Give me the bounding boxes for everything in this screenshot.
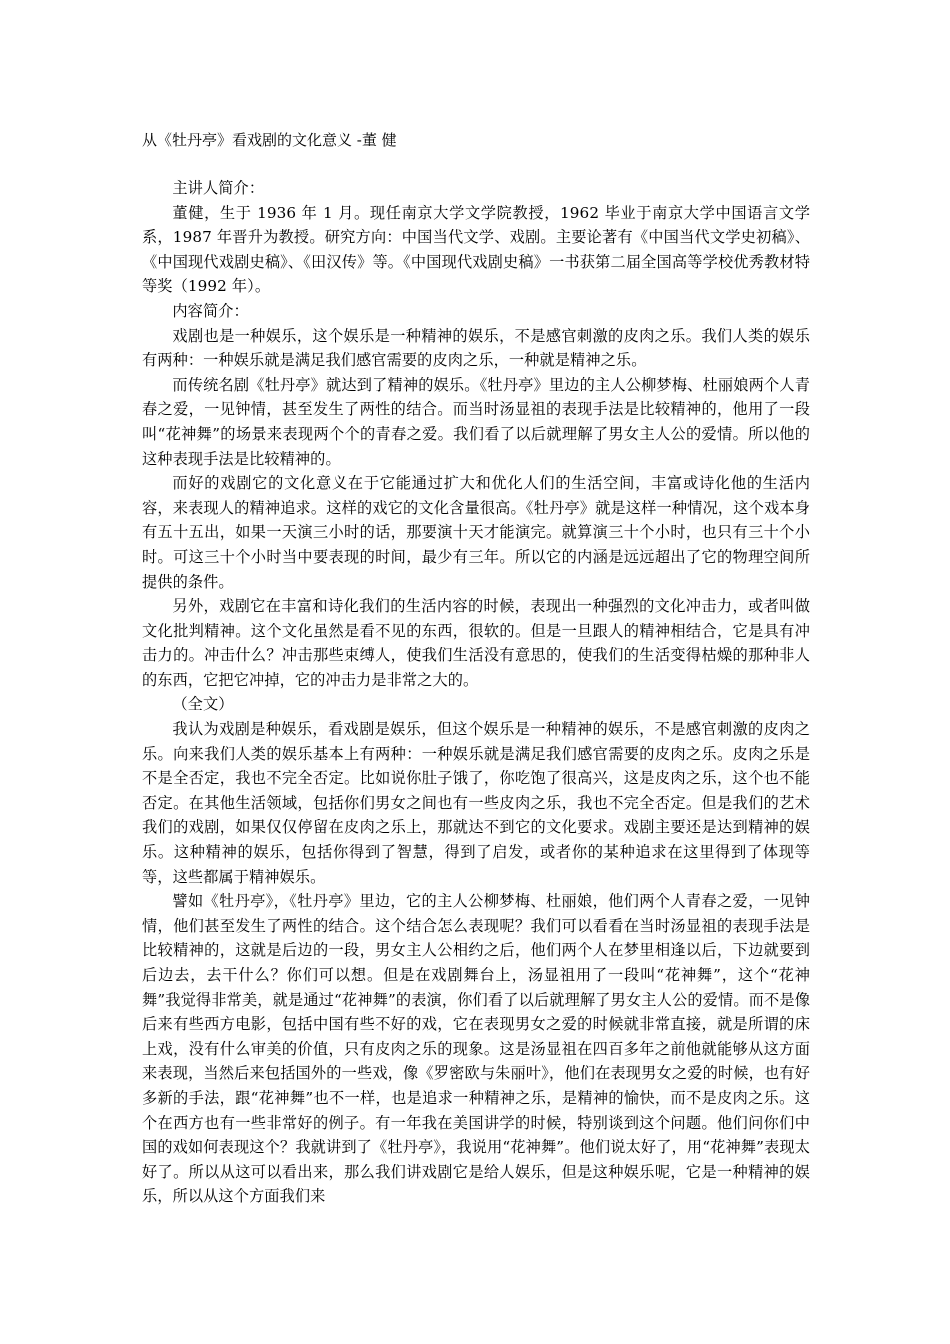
summary-paragraph: 戏剧也是一种娱乐，这个娱乐是一种精神的娱乐，不是感官刺激的皮肉之乐。我们人类的娱乐有两种：一种娱乐就是满足我们感官需要的皮肉之乐，一种就是精神之乐。 — [142, 326, 810, 370]
summary-paragraph: 另外，戏剧它在丰富和诗化我们的生活内容的时候，表现出一种强烈的文化冲击力，或者叫做文化批判精神。这个文化虽然是看不见的东西，很软的。但是一旦跟人的精神相结合，它是具有冲击力的。冲击什么？冲击那些束缚人，使我们生活没有意思的，使我们的生活变得枯燥的那种非人的东西，它把它冲掉，它的冲击力是非常之大的。 — [142, 597, 810, 689]
summary-paragraph: 而传统名剧《牡丹亭》就达到了精神的娱乐。《牡丹亭》里边的主人公柳梦梅、杜丽娘两个人青春之爱，一见钟情，甚至发生了两性的结合。而当时汤显祖的表现手法是比较精神的，他用了一段叫“花神舞”的场景来表现两个个的青春之爱。我们看了以后就理解了男女主人公的爱情。所以他的这种表现手法是比较精神的。 — [142, 375, 810, 468]
fulltext-paragraph: 我认为戏剧是种娱乐，看戏剧是娱乐，但这个娱乐是一种精神的娱乐，不是感官刺激的皮肉之乐。向来我们人类的娱乐基本上有两种：一种娱乐就是满足我们感官需要的皮肉之乐。皮肉之乐是不是全否定，我也不完全否定。比如说你肚子饿了，你吃饱了很高兴，这是皮肉之乐，这个也不能否定。在其他生活领域，包括你们男女之间也有一些皮肉之乐，我也不完全否定。但是我们的艺术我们的戏剧，如果仅仅停留在皮肉之乐上，那就达不到它的文化要求。戏剧主要还是达到精神的娱乐。这种精神的娱乐，包括你得到了智慧，得到了启发，或者你的某种追求在这里得到了体现等等，这些都属于精神娱乐。 — [142, 720, 810, 886]
document-title: 从《牡丹亭》看戏剧的文化意义 -董 健 — [142, 131, 397, 149]
section-heading-summary: 内容简介： — [172, 301, 249, 320]
fulltext-paragraph: 譬如《牡丹亭》，《牡丹亭》里边，它的主人公柳梦梅、杜丽娘，他们两个人青春之爱，一见钟情，他们甚至发生了两性的结合。这个结合怎么表现呢？我们可以看看在当时汤显祖的表现手法是比较精神的，这就是后边的一段，男女主人公相约之后，他们两个人在梦里相逢以后，下边就要到后边去，去干什么？你们可以想。但是在戏剧舞台上，汤显祖用了一段叫“花神舞”，这个“花神舞”我觉得非常美，就是通过“花神舞”的表演，你们看了以后就理解了男女主人公的爱情。而不是像后来有些西方电影，包括中国有些不好的戏，它在表现男女之爱的时候就非常直接，就是所谓的床上戏，没有什么审美的价值，只有皮肉之乐的现象。这是汤显祖在四百多年之前他就能够从这方面来表现，当然后来包括国外的一些戏，像《罗密欧与朱丽叶》，他们在表现男女之爱的时候，也有好多新的手法，跟“花神舞”也不一样，也是追求一种精神之乐，是精神的愉快，而不是皮肉之乐。这个在西方也有一些非常好的例子。有一年我在美国讲学的时候，特别谈到这个问题。他们问你们中国的戏如何表现这个？我就讲到了《牡丹亭》，我说用“花神舞”。他们说太好了，用“花神舞”表现太好了。所以从这可以看出来，那么我们讲戏剧它是给人娱乐，但是这种娱乐呢，它是一种精神的娱乐，所以从这个方面我们来 — [142, 892, 810, 1206]
summary-paragraph: 而好的戏剧它的文化意义在于它能通过扩大和优化人们的生活空间，丰富或诗化他的生活内容，来表现人的精神追求。这样的戏它的文化含量很高。《牡丹亭》就是这样一种情况，这个戏本身有五十五出，如果一天演三小时的话，那要演十天才能演完。就算演三十个小时，也只有三十个小时。可这三十个小时当中要表现的时间，最少有三年。所以它的内涵是远远超出了它的物理空间所提供的条件。 — [142, 474, 810, 591]
section-heading-speaker: 主讲人简介： — [172, 179, 265, 197]
speaker-bio-paragraph: 董健，生于 1936 年 1 月。现任南京大学文学院教授，1962 毕业于南京大学中国语言文学系，1987 年晋升为教授。研究方向：中国当代文学、戏剧。主要论著有《中国当代文学史初稿》、《中国现代戏剧史稿》、《田汉传》等。《中国现代戏剧史稿》一书获第二届全国高等学校优秀教材特等奖（1992 年）。 — [142, 203, 810, 296]
section-heading-fulltext: （全文） — [172, 695, 234, 714]
document-body — [142, 176, 810, 1209]
